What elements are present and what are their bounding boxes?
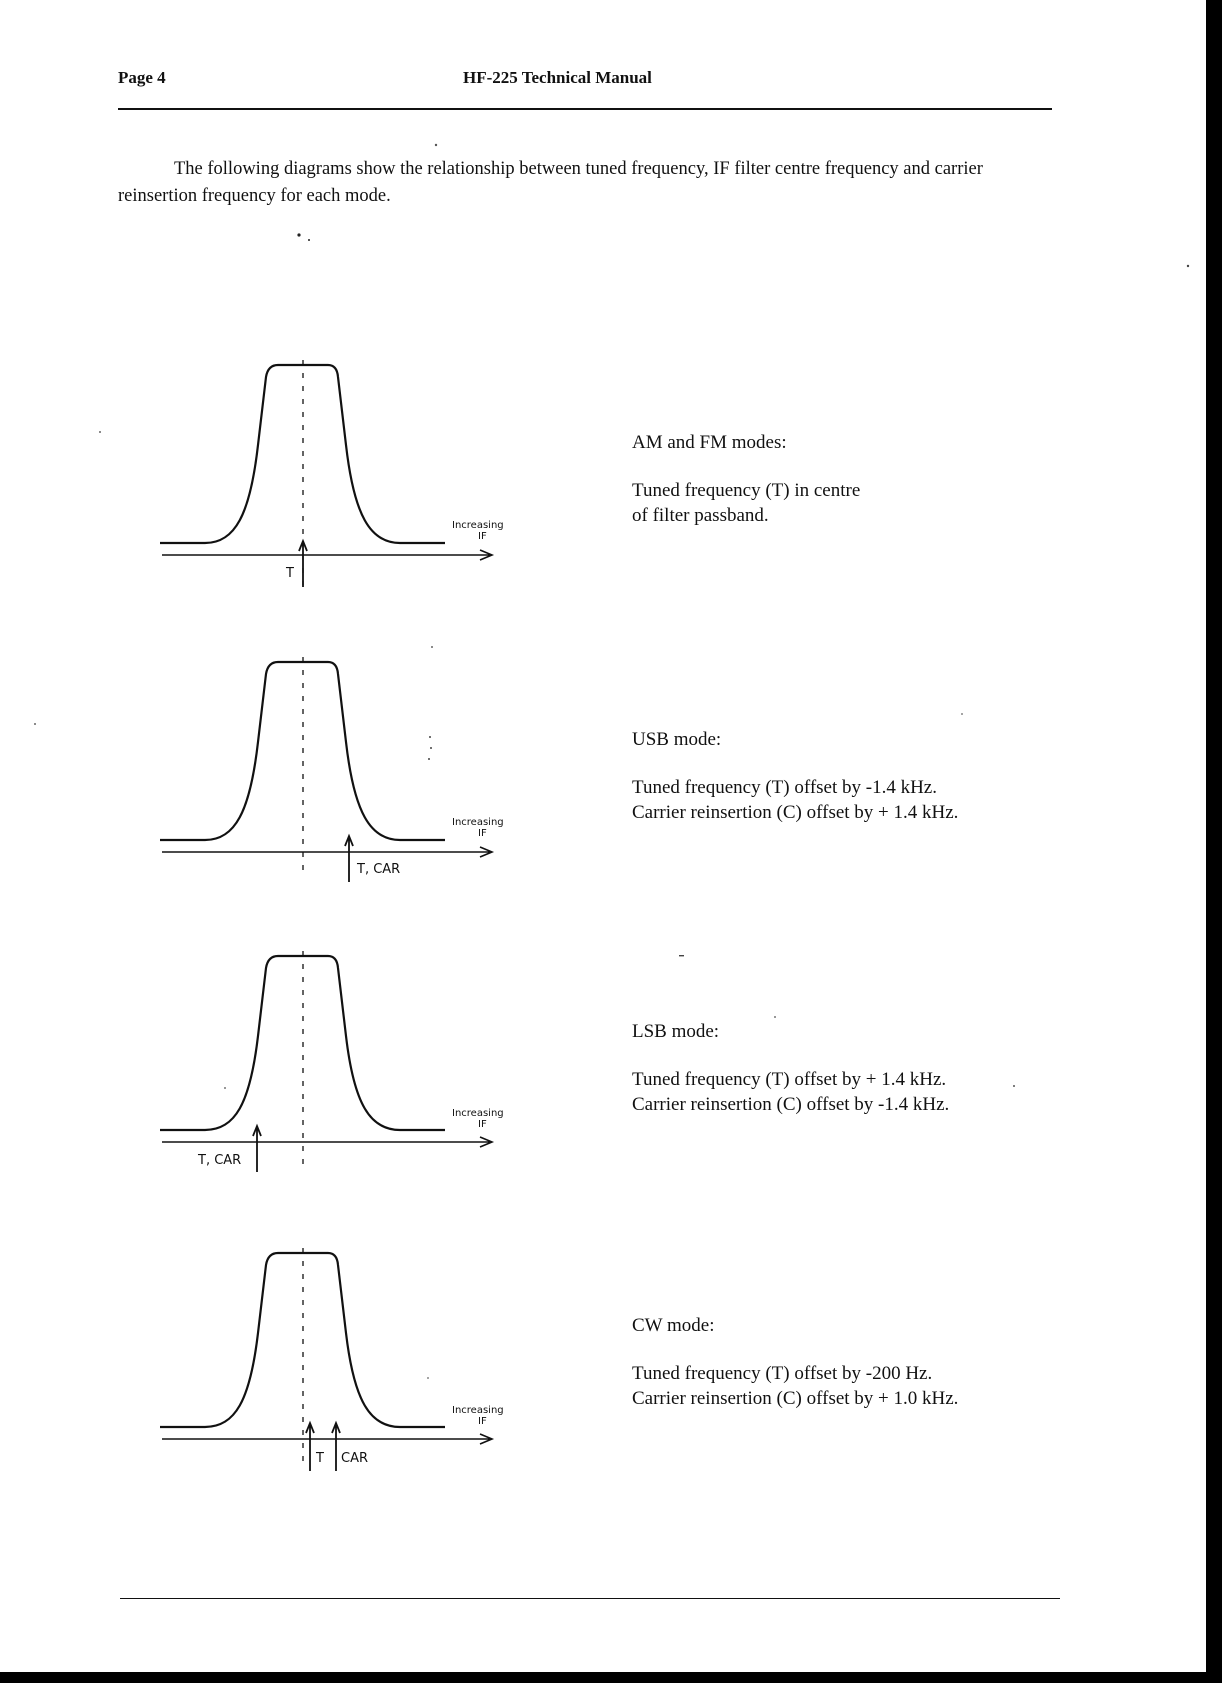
- mode-title: CW mode:: [632, 1315, 715, 1336]
- mode-line: Tuned frequency (T) offset by -200 Hz.: [632, 1363, 933, 1384]
- axis-label-increasing: Increasing: [452, 1108, 504, 1119]
- axis-label-if: IF: [478, 1416, 487, 1427]
- document-title: HF-225 Technical Manual: [463, 68, 652, 87]
- marker-label-t-car: T, CAR: [198, 1153, 242, 1168]
- marker-label-t: T: [316, 1451, 324, 1466]
- mode-title: LSB mode:: [632, 1021, 720, 1042]
- mode-line: of filter passband.: [632, 505, 769, 526]
- mode-line: Carrier reinsertion (C) offset by + 1.4 kHz.: [632, 802, 959, 823]
- mode-line: Carrier reinsertion (C) offset by -1.4 kHz.: [632, 1094, 950, 1115]
- marker-label-car: CAR: [341, 1451, 369, 1466]
- mode-line: Tuned frequency (T) offset by -1.4 kHz.: [632, 777, 937, 798]
- axis-label-increasing: Increasing: [452, 1405, 504, 1416]
- axis-label-if: IF: [478, 1119, 487, 1130]
- axis-label-increasing: Increasing: [452, 520, 504, 531]
- marker-label-t: T: [286, 566, 294, 581]
- mode-title: USB mode:: [632, 729, 722, 750]
- page-number: Page 4: [118, 68, 166, 87]
- mode-line: Tuned frequency (T) offset by + 1.4 kHz.: [632, 1069, 947, 1090]
- axis-label-increasing: Increasing: [452, 817, 504, 828]
- mode-line: Carrier reinsertion (C) offset by + 1.0 kHz.: [632, 1388, 959, 1409]
- axis-label-if: IF: [478, 828, 487, 839]
- axis-label-if: IF: [478, 531, 487, 542]
- marker-label-t-car: T, CAR: [357, 862, 401, 877]
- mode-line: Tuned frequency (T) in centre: [632, 480, 861, 501]
- mode-title: AM and FM modes:: [632, 432, 787, 453]
- intro-paragraph: The following diagrams show the relationship between tuned frequency, IF filter centre frequency and carrier reinsertion frequency for each mode.: [118, 159, 983, 206]
